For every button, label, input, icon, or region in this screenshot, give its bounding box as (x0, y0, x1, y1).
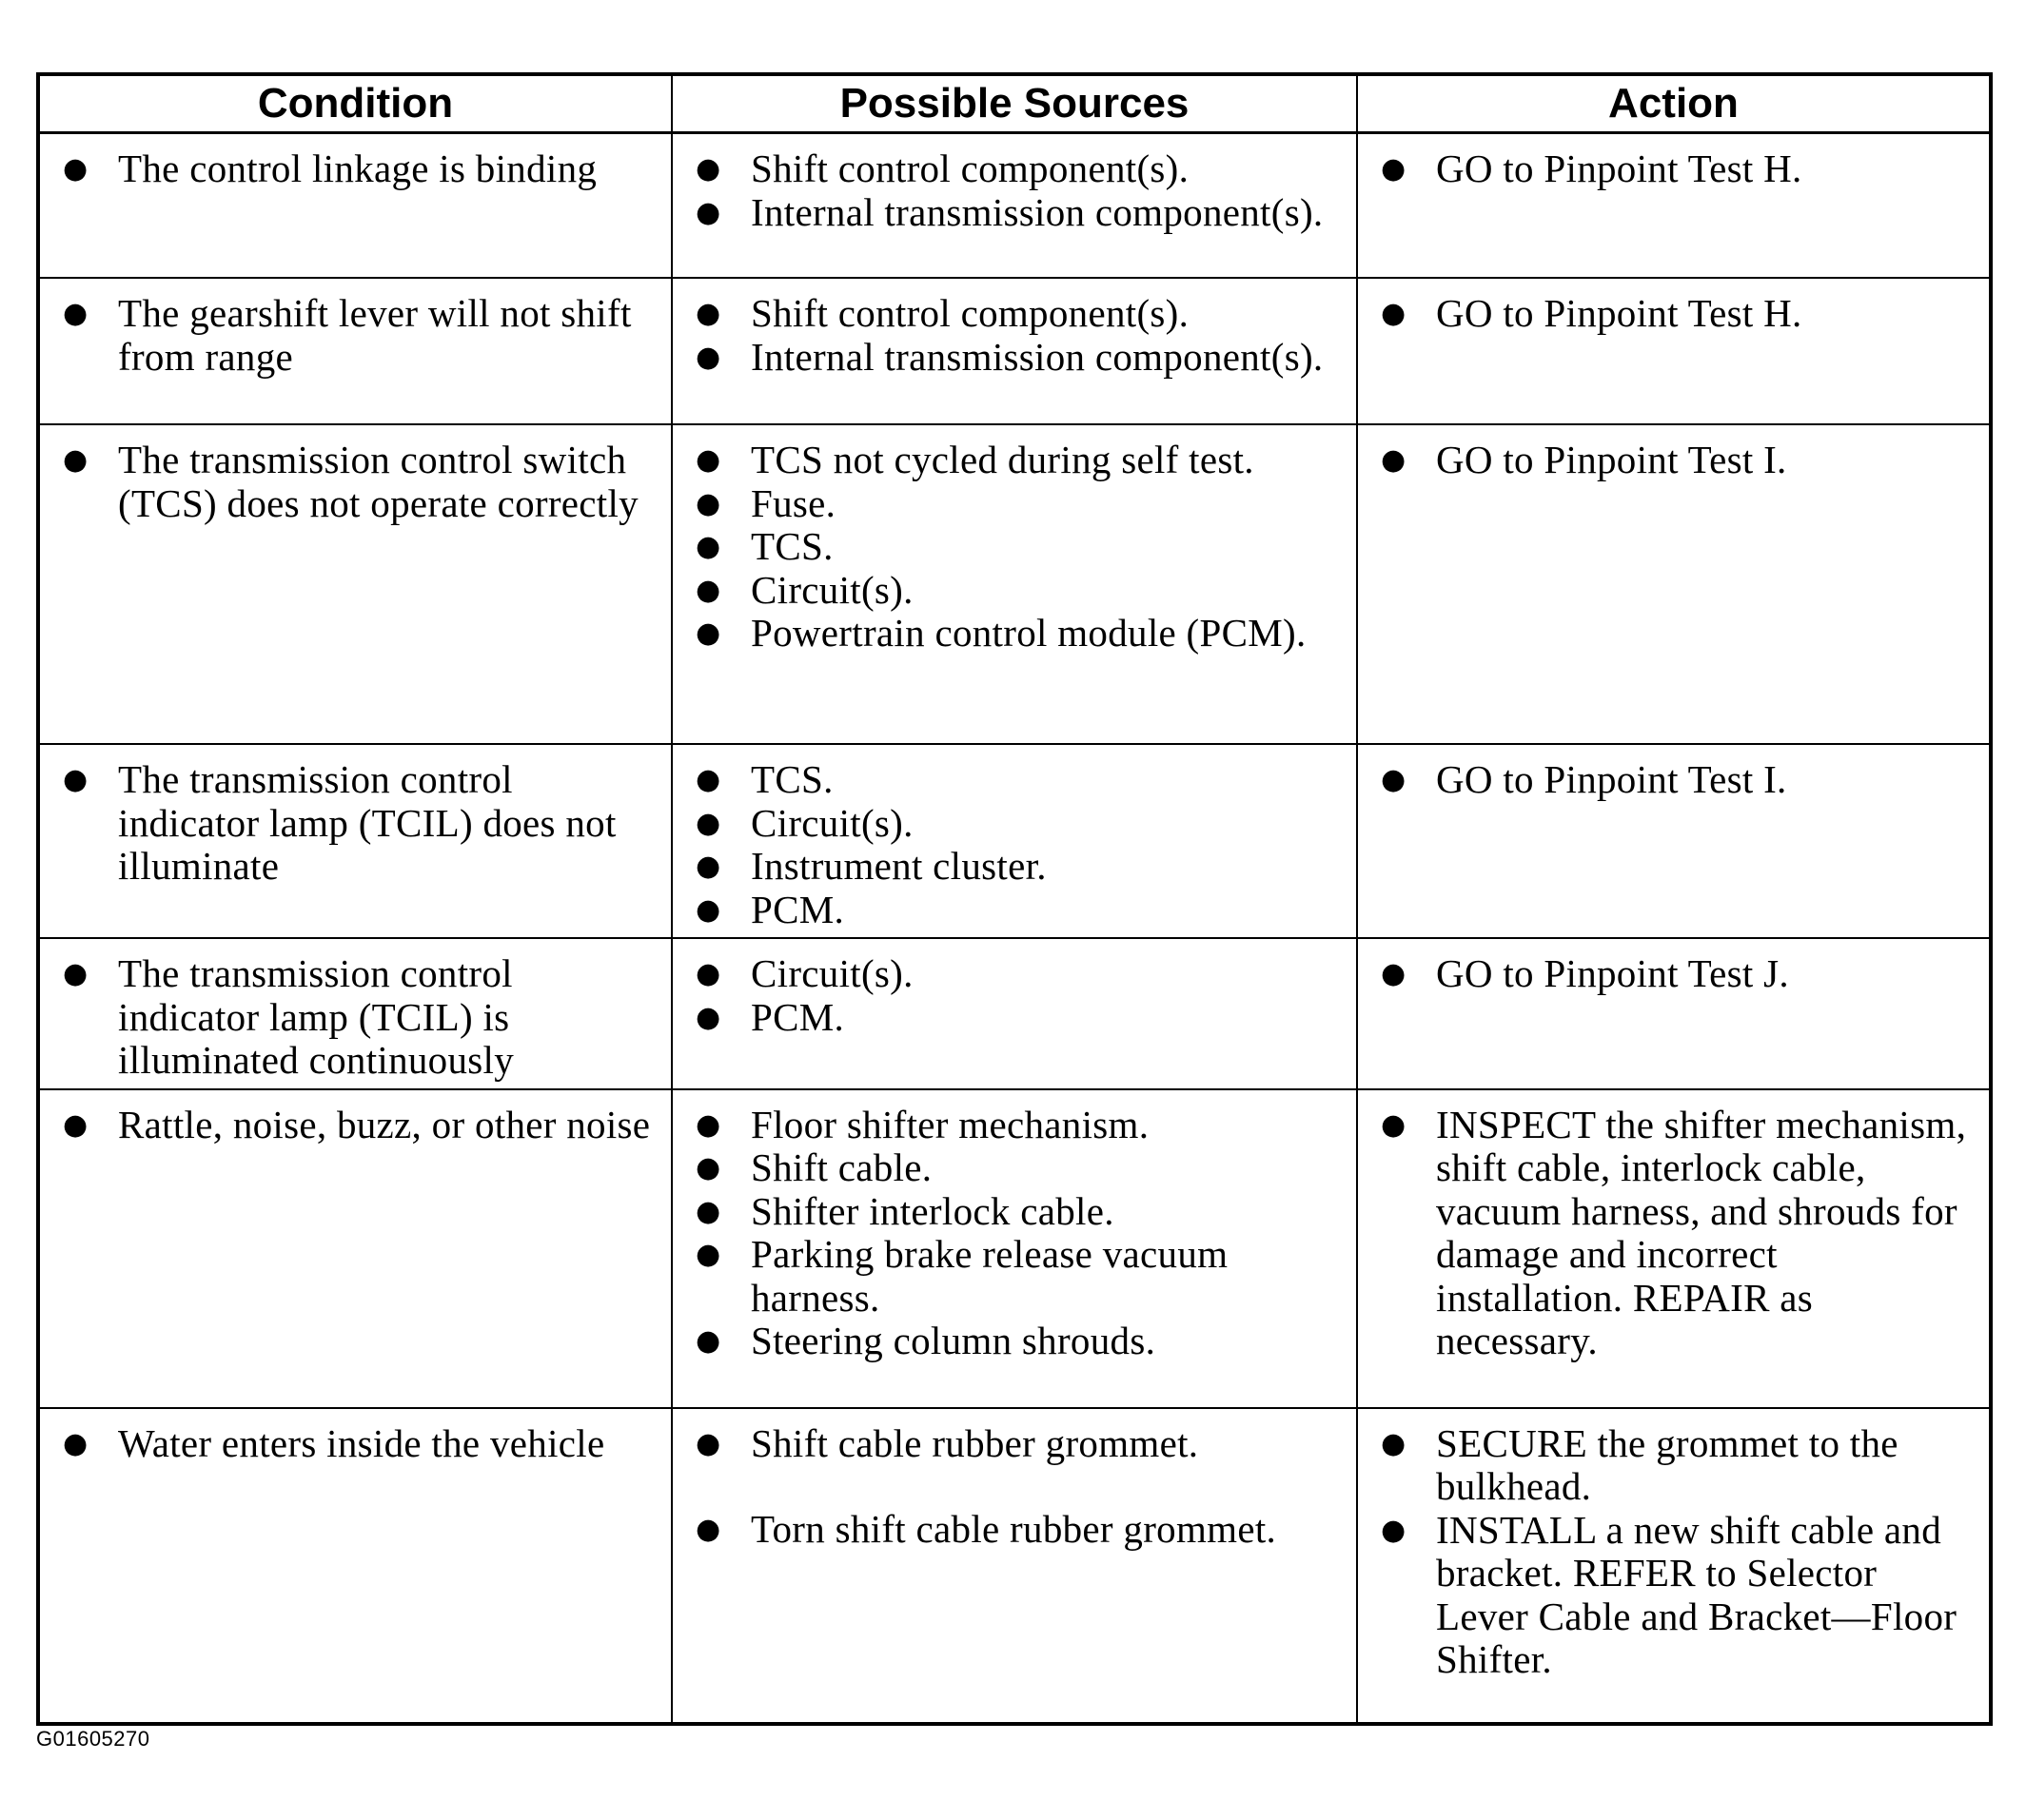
sources-list (673, 1409, 1356, 1557)
condition-list (40, 134, 671, 197)
source-text: Fuse. (751, 480, 836, 525)
source-text: Shift control component(s). (751, 291, 1190, 335)
sources-list (673, 1090, 1356, 1369)
condition-text: Rattle, noise, buzz, or other noise (118, 1102, 651, 1146)
source-text: Shift cable. (751, 1145, 933, 1189)
bullet-icon: ● (696, 1238, 721, 1271)
list-item (57, 952, 656, 1083)
bullet-icon: ● (696, 1151, 721, 1184)
action-text: GO to Pinpoint Test I. (1436, 438, 1787, 481)
condition-cell (38, 133, 672, 279)
bullet-icon: ● (1381, 957, 1406, 990)
list-item (1375, 1104, 1974, 1363)
table-row (38, 744, 1991, 938)
condition-text: The transmission control indicator lamp (TCIL) is illuminated continuously (118, 951, 515, 1082)
list-item (57, 439, 656, 525)
list-item (1375, 758, 1974, 802)
condition-text: The gearshift lever will not shift from range (118, 291, 632, 379)
bullet-icon: ● (696, 530, 721, 563)
table-row (38, 133, 1991, 279)
source-text: Internal transmission component(s). (751, 189, 1324, 234)
bullet-icon: ● (63, 152, 89, 186)
header-condition: Condition (38, 74, 672, 133)
bullet-icon: ● (696, 297, 721, 330)
figure-code: G01605270 (36, 1727, 150, 1751)
condition-cell (38, 278, 672, 424)
bullet-icon: ● (1381, 1426, 1406, 1460)
source-text: Floor shifter mechanism. (751, 1102, 1150, 1146)
sources-list (673, 279, 1356, 384)
sources-cell (672, 1089, 1357, 1408)
bullet-icon: ● (63, 297, 89, 330)
action-list (1358, 1409, 1989, 1688)
list-item (690, 1508, 1341, 1552)
list-item (690, 1320, 1341, 1363)
bullet-icon: ● (696, 763, 721, 796)
bullet-icon: ● (63, 443, 89, 477)
list-item (57, 292, 656, 379)
table-row (38, 1089, 1991, 1408)
action-text: GO to Pinpoint Test H. (1436, 147, 1802, 190)
list-item (1375, 439, 1974, 482)
sources-cell (672, 1408, 1357, 1724)
list-item (690, 569, 1341, 613)
bullet-icon: ● (1381, 1107, 1406, 1142)
list-item (1375, 147, 1974, 191)
bullet-icon: ● (63, 957, 89, 990)
bullet-icon: ● (1381, 1513, 1406, 1547)
condition-cell (38, 1089, 672, 1408)
bullet-icon: ● (63, 1426, 89, 1460)
action-list (1358, 134, 1989, 197)
list-item (57, 147, 656, 191)
sources-list (673, 425, 1356, 661)
condition-text: The transmission control indicator lamp (TCIL) does not illuminate (118, 757, 617, 888)
bullet-icon: ● (696, 1426, 721, 1460)
sources-list (673, 745, 1356, 937)
table-row (38, 278, 1991, 424)
bullet-icon: ● (696, 1194, 721, 1228)
list-item (690, 439, 1341, 482)
bullet-icon: ● (1381, 152, 1406, 186)
source-text: Parking brake release vacuum harness. (751, 1232, 1229, 1320)
list-item (1375, 292, 1974, 336)
sources-list (673, 939, 1356, 1045)
bullet-icon: ● (696, 1513, 721, 1546)
table-row (38, 938, 1991, 1089)
condition-list (40, 279, 671, 384)
sources-cell (672, 133, 1357, 279)
list-item (690, 336, 1341, 380)
sources-cell (672, 424, 1357, 744)
source-text: Shift control component(s). (751, 147, 1190, 190)
bullet-icon: ● (696, 573, 721, 607)
bullet-icon: ● (696, 892, 721, 927)
action-cell (1357, 744, 1991, 938)
list-item (690, 845, 1341, 889)
list-item (690, 292, 1341, 336)
table-row (38, 1408, 1991, 1724)
source-text: Shifter interlock cable. (751, 1188, 1114, 1233)
bullet-icon: ● (696, 152, 721, 186)
table-header-row (38, 74, 1991, 133)
list-item (57, 1422, 656, 1466)
action-text: INSPECT the shifter mechanism, shift cable, interlock cable, vacuum harness, and shrouds for damage and incorrect installation. REPAIR as necessary. (1436, 1102, 1967, 1362)
list-item (690, 889, 1341, 932)
list-item (690, 1190, 1341, 1234)
condition-list (40, 939, 671, 1088)
bullet-icon: ● (696, 957, 721, 990)
bullet-icon: ● (696, 486, 721, 520)
condition-cell (38, 744, 672, 938)
source-text: Torn shift cable rubber grommet. (751, 1507, 1277, 1551)
bullet-icon: ● (63, 1107, 89, 1142)
action-cell (1357, 1408, 1991, 1724)
diagnosis-table-container (36, 72, 1989, 1726)
action-list (1358, 745, 1989, 808)
condition-list (40, 425, 671, 531)
list-item (690, 952, 1341, 996)
list-item (690, 1422, 1341, 1466)
source-text: Powertrain control module (PCM). (751, 611, 1307, 655)
action-text: GO to Pinpoint Test I. (1436, 757, 1787, 801)
action-text: SECURE the grommet to the bulkhead. (1436, 1420, 1898, 1508)
sources-list (673, 134, 1356, 240)
source-text: Circuit(s). (751, 800, 914, 845)
list-item (690, 612, 1341, 656)
bullet-icon: ● (1381, 443, 1406, 477)
action-cell (1357, 1089, 1991, 1408)
header-possible-sources: Possible Sources (672, 74, 1357, 133)
header-action: Action (1357, 74, 1991, 133)
list-item (690, 758, 1341, 802)
condition-text: Water enters inside the vehicle (118, 1420, 605, 1465)
action-list (1358, 939, 1989, 1002)
condition-list (40, 1409, 671, 1472)
bullet-icon: ● (696, 340, 721, 374)
bullet-icon: ● (63, 763, 89, 796)
bullet-icon: ● (696, 195, 721, 229)
list-item (690, 802, 1341, 846)
bullet-icon: ● (696, 443, 721, 477)
list-item (690, 996, 1341, 1040)
bullet-icon: ● (696, 850, 721, 883)
list-item (690, 191, 1341, 235)
action-cell (1357, 278, 1991, 424)
bullet-icon: ● (696, 616, 721, 650)
source-text: TCS not cycled during self test. (751, 438, 1254, 481)
source-text: TCS. (751, 757, 834, 801)
list-item (1375, 1509, 1974, 1682)
list-item (690, 525, 1341, 569)
action-list (1358, 425, 1989, 488)
condition-text: The control linkage is binding (118, 147, 598, 190)
action-cell (1357, 133, 1991, 279)
action-list (1358, 279, 1989, 342)
bullet-icon: ● (1381, 297, 1406, 330)
source-text: Internal transmission component(s). (751, 334, 1324, 379)
condition-cell (38, 424, 672, 744)
action-cell (1357, 424, 1991, 744)
list-item (690, 147, 1341, 191)
condition-text: The transmission control switch (TCS) does not operate correctly (118, 438, 639, 525)
list-item (690, 1233, 1341, 1320)
source-text: PCM. (751, 994, 845, 1039)
condition-cell (38, 1408, 672, 1724)
action-cell (1357, 938, 1991, 1089)
action-text: GO to Pinpoint Test H. (1436, 291, 1802, 335)
source-text: Shift cable rubber grommet. (751, 1420, 1199, 1465)
source-text: Instrument cluster. (751, 844, 1047, 888)
sources-cell (672, 938, 1357, 1089)
condition-list (40, 1090, 671, 1153)
condition-cell (38, 938, 672, 1089)
bullet-icon: ● (1381, 763, 1406, 796)
sources-cell (672, 278, 1357, 424)
action-list (1358, 1090, 1989, 1369)
list-item (690, 482, 1341, 526)
list-item (57, 758, 656, 889)
condition-list (40, 745, 671, 894)
bullet-icon: ● (696, 806, 721, 840)
action-text: GO to Pinpoint Test J. (1436, 951, 1789, 995)
table-row (38, 424, 1991, 744)
bullet-icon: ● (696, 1107, 721, 1142)
source-text: TCS. (751, 524, 834, 568)
list-item (1375, 1422, 1974, 1509)
list-item (690, 1146, 1341, 1190)
sources-cell (672, 744, 1357, 938)
action-text: INSTALL a new shift cable and bracket. REFER to Selector Lever Cable and Bracket—Floor Shifter. (1436, 1507, 1957, 1681)
list-item (1375, 952, 1974, 996)
source-text: Circuit(s). (751, 951, 914, 995)
source-text: PCM. (751, 887, 845, 931)
source-text: Steering column shrouds. (751, 1319, 1156, 1362)
bullet-icon: ● (696, 1324, 721, 1358)
bullet-icon: ● (696, 1000, 721, 1034)
diagnosis-table (36, 72, 1993, 1726)
list-item (57, 1104, 656, 1147)
source-text: Circuit(s). (751, 567, 914, 612)
list-item (690, 1104, 1341, 1147)
